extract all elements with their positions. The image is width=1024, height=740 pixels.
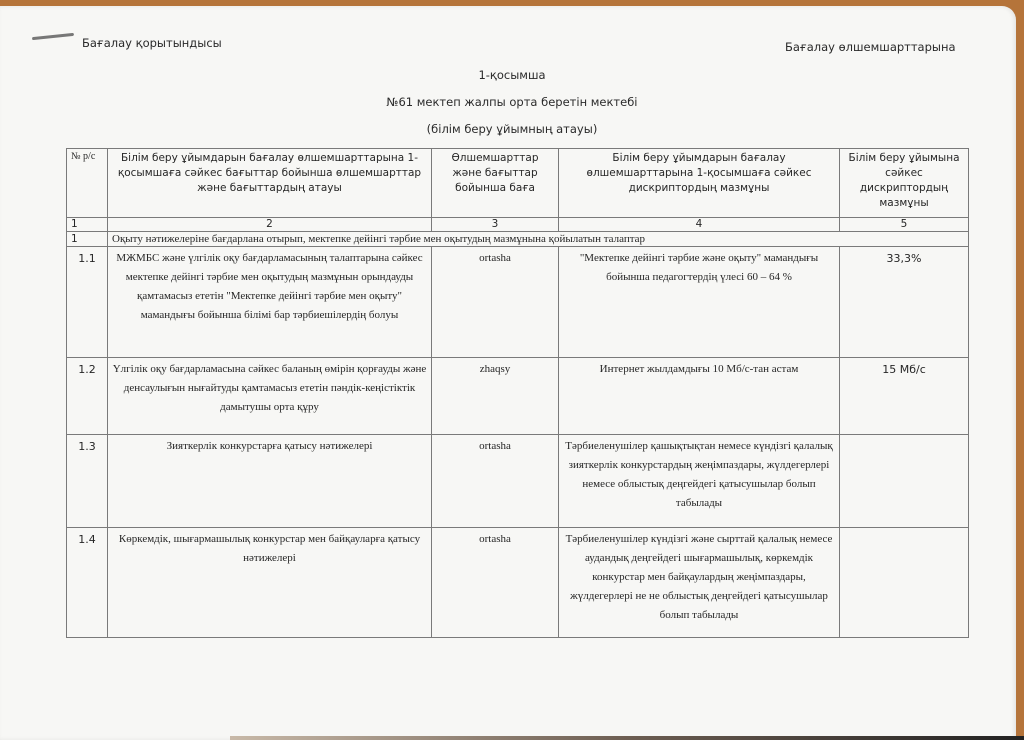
column-header-org-descriptor: Білім беру ұйымына сәйкес дискриптордың мазмұны [840,149,969,218]
row-org-value [840,435,969,528]
row-descriptor: Тәрбиеленушілер күндізгі және сырттай қалалық немесе аудандық деңгейдегі шығармашылық, көркемдік конкурстар мен байқаулардың жеңімпаздары, жүлдегерлері не не облыстық деңгейдегі қатысушылар болып табылады [559,528,840,638]
row-criterion: Зияткерлік конкурстарға қатысу нәтижелері [108,435,432,528]
table-row [67,435,969,528]
row-descriptor: "Мектепке дейінгі тәрбие және оқыту" мамандығы бойынша педагогтердің үлесі 60 – 64 % [559,247,840,358]
row-criterion: Көркемдік, шығармашылық конкурстар мен байқауларға қатысу нәтижелері [108,528,432,638]
row-descriptor: Интернет жылдамдығы 10 Мб/с-тан астам [559,358,840,435]
row-grade: ortasha [432,247,559,358]
row-number: 1.3 [67,435,108,528]
row-org-value: 15 Мб/с [840,358,969,435]
table-row [67,358,969,435]
row-grade: zhaqsy [432,358,559,435]
column-index-row [67,218,969,232]
table-row [67,528,969,638]
pen-mark [32,33,74,40]
column-index: 5 [840,218,969,232]
header-right-title: Бағалау өлшемшарттарына [785,40,956,54]
school-name: №61 мектеп жалпы орта беретін мектебі [386,95,638,109]
row-org-value: 33,3% [840,247,969,358]
column-index: 3 [432,218,559,232]
section-number: 1 [67,232,108,247]
column-header-grade: Өлшемшарттар және бағыттар бойынша баға [432,149,559,218]
row-descriptor: Тәрбиеленушілер қашықтықтан немесе күндізгі қалалық зияткерлік конкурстардың жеңімпаздары, жүлдегерлері немесе облыстық деңгейдегі қатысушылар болып табылады [559,435,840,528]
row-grade: ortasha [432,528,559,638]
row-org-value [840,528,969,638]
section-row [67,232,969,247]
org-caption: (білім беру ұйымның атауы) [426,122,598,136]
header-left-title: Бағалау қорытындысы [82,36,222,50]
row-number: 1.2 [67,358,108,435]
column-index: 1 [67,218,108,232]
column-header-criterion: Білім беру ұйымдарын бағалау өлшемшарттарына 1-қосымшаға сәйкес бағыттар бойынша өлшемшарттар және бағыттардың атауы [108,149,432,218]
column-index: 4 [559,218,840,232]
row-criterion: Үлгілік оқу бағдарламасына сәйкес баланың өмірін қорғауды және денсаулығын нығайтуды қамтамасыз ететін пәндік-кеңістіктік дамытушы орта құру [108,358,432,435]
column-header-number: № р/с [67,149,108,218]
row-number: 1.4 [67,528,108,638]
row-criterion: МЖМБС және үлгілік оқу бағдарламасының талаптарына сәйкес мектепке дейінгі тәрбие мен оқытудың мазмұнын орындауды қамтамасыз ететін "Мектепке дейінгі тәрбие мен оқыту" мамандығы бойынша білімі бар тәрбиешілердің болуы [108,247,432,358]
row-number: 1.1 [67,247,108,358]
table-header-row [67,149,969,218]
assessment-table [66,148,969,638]
table-row [67,247,969,358]
column-header-descriptor: Білім беру ұйымдарын бағалау өлшемшарттарына 1-қосымшаға сәйкес дискриптордың мазмұны [559,149,840,218]
bottom-shadow [230,736,1024,740]
section-title: Оқыту нәтижелеріне бағдарлана отырып, мектепке дейінгі тәрбие мен оқытудың мазмұнына қойылатын талаптар [108,232,969,247]
column-index: 2 [108,218,432,232]
row-grade: ortasha [432,435,559,528]
appendix-label: 1-қосымша [478,68,546,82]
